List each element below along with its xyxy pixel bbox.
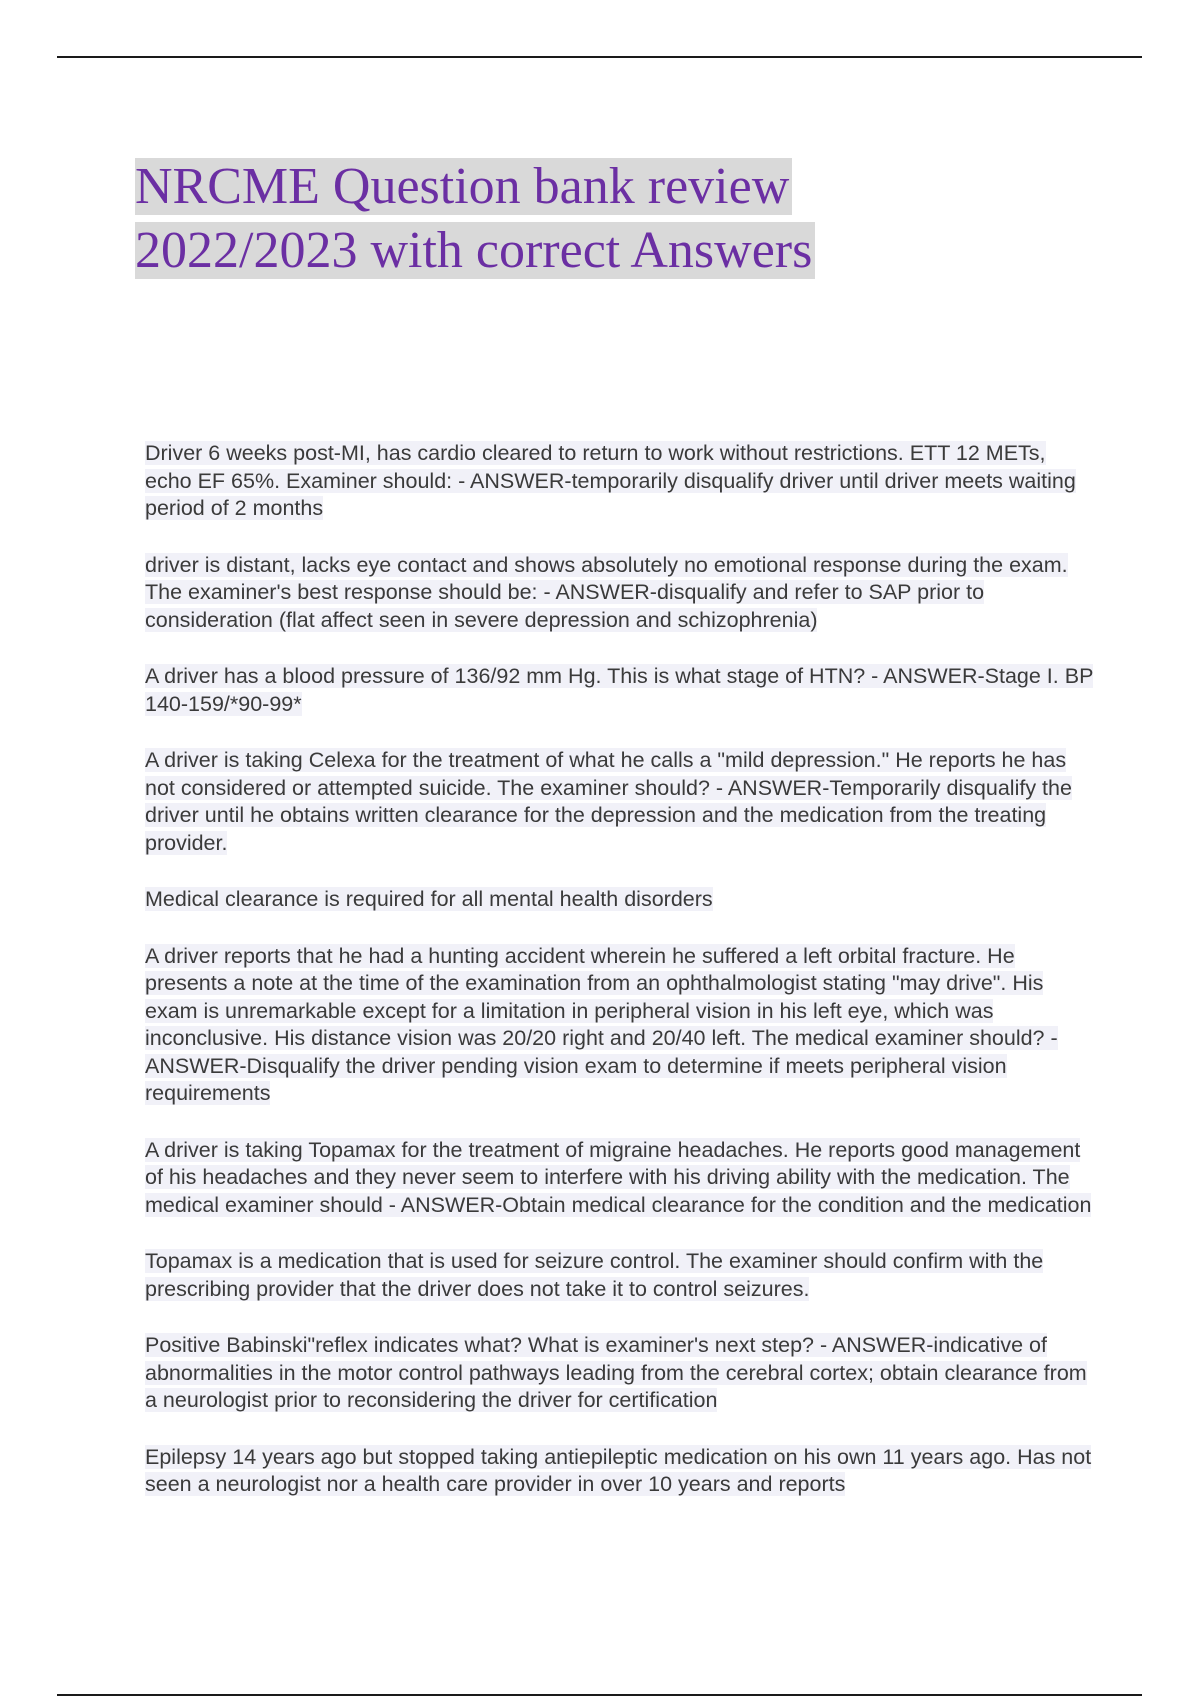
note-paragraph: Medical clearance is required for all mental health disorders (145, 887, 713, 911)
note-paragraph: Topamax is a medication that is used for seizure control. The examiner should confirm with the prescribing provider that the driver does not take it to control seizures. (145, 1249, 1044, 1301)
bottom-rule (57, 1694, 1142, 1696)
question-paragraph: A driver is taking Topamax for the treatment of migraine headaches. He reports good management of his headaches and they never seem to interfere with his driving ability with the medication. The medical examiner should - ANSWER-Obtain medical clearance for the condition and the medication (145, 1137, 1092, 1217)
question-paragraph: Driver 6 weeks post-MI, has cardio cleared to return to work without restrictions. ETT 12 METs, echo EF 65%. Examiner should: - ANSWER-temporarily disqualify driver until driver meets waiting period of 2 months (145, 441, 1076, 520)
question-paragraph: A driver reports that he had a hunting accident wherein he suffered a left orbital fracture. He presents a note at the time of the examination from an ophthalmologist stating "may drive". His exam is unremarkable except for a limitation in peripheral vision in his left eye, which was inconclusive. His distance vision was 20/20 right and 20/40 left. The medical examiner should? - ANSWER-Disqualify the driver pending vision exam to determine if meets peripheral vision requirements (145, 943, 1058, 1105)
document-title (135, 155, 815, 283)
question-list (145, 440, 1095, 1528)
top-rule (57, 56, 1142, 58)
question-paragraph: Positive Babinski"reflex indicates what? What is examiner's next step? - ANSWER-indicative of abnormalities in the motor control pathways leading from the cerebral cortex; obtain clearance from a neurologist prior to reconsidering the driver for certification (145, 1333, 1087, 1412)
title-line-2: 2022/2023 with correct Answers (135, 222, 815, 279)
title-line-1: NRCME Question bank review (135, 158, 792, 215)
question-paragraph: driver is distant, lacks eye contact and shows absolutely no emotional response during the exam. The examiner's best response should be: - ANSWER-disqualify and refer to SAP prior to consideration (flat affect seen in severe depression and schizophrenia) (145, 552, 1068, 632)
question-paragraph: A driver has a blood pressure of 136/92 mm Hg. This is what stage of HTN? - ANSWER-Stage I. BP 140-159/*90-99* (145, 664, 1094, 716)
question-paragraph: Epilepsy 14 years ago but stopped taking antiepileptic medication on his own 11 years ago. Has not seen a neurologist nor a health care provider in over 10 years and reports (145, 1444, 1092, 1496)
question-paragraph: A driver is taking Celexa for the treatment of what he calls a "mild depression." He reports he has not considered or attempted suicide. The examiner should? - ANSWER-Temporarily disqualify the driver until he obtains written clearance for the depression and the medication from the treating provider. (145, 748, 1072, 855)
